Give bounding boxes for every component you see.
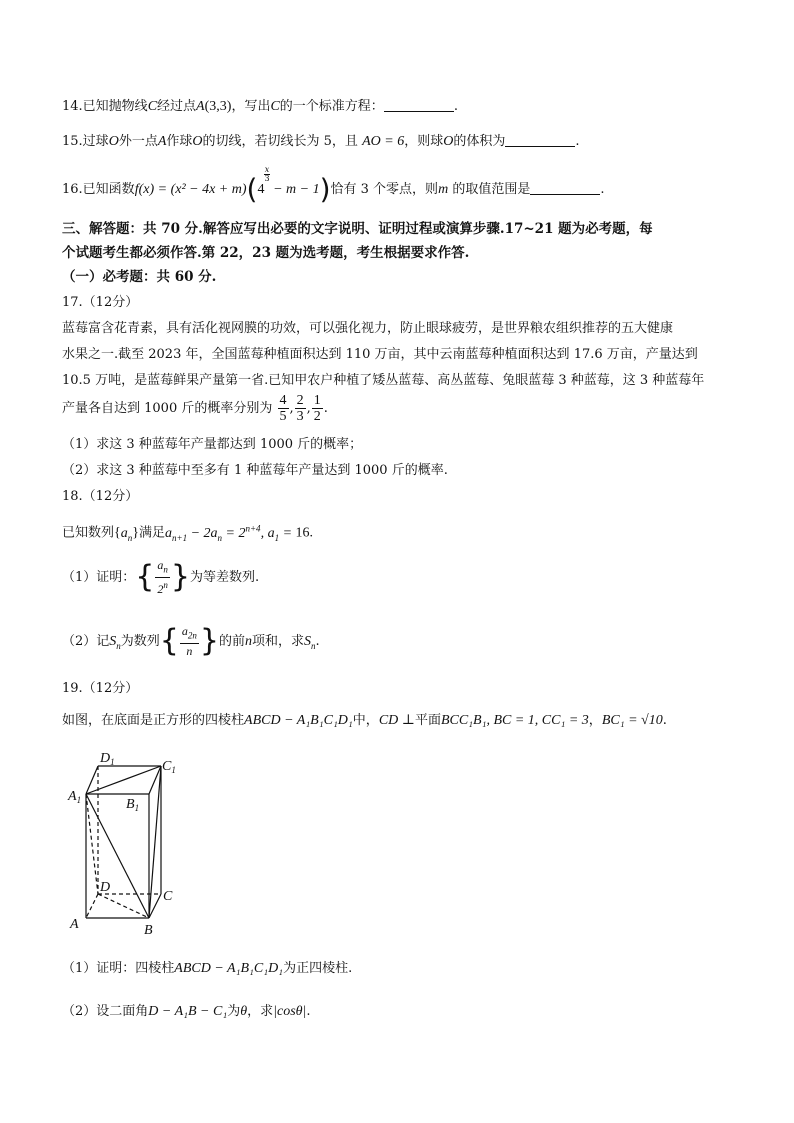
label-D: D — [100, 880, 111, 895]
label-A1: $A_1$ — [68, 789, 82, 805]
q18-sub-2: （2）记$S_n$为数列{ $\frac{a_{2n}}{n}$ }的前n项和，求$S_n$. — [62, 623, 320, 659]
paren-close: ) — [319, 172, 331, 206]
section-heading-1: 三、解答题：共 70 分.解答应写出必要的文字说明、证明过程或演算步骤.17~21 题为必考题，每 — [62, 221, 653, 237]
q19-sub-1: （1）证明：四棱柱ABCD − A₁B₁C₁D₁为正四棱柱. — [62, 961, 353, 976]
fraction: $\frac{2}{3}$ — [296, 393, 304, 424]
q17-paragraph-1: 蓝莓富含花青素，具有活化视网膜的功效，可以强化视力，防止眼球疲劳，是世界粮农组织推荐的五大健康 — [62, 321, 674, 336]
question-16: 16.已知函数f(x) = (x² − 4x + m)(4 $\frac{x}{3}$ − m − 1)恰有 3 个零点，则m 的取值范围是 . — [62, 165, 605, 206]
section-heading-2: 个试题考生都必须作答.第 22，23 题为选考题，考生根据要求作答. — [62, 245, 470, 261]
q18-sub-1: （1）证明：{ $\frac{a_n}{2^n}$ }为等差数列. — [62, 558, 260, 597]
paren-open: ( — [246, 172, 258, 206]
q17-sub-1: （1）求这 3 种蓝莓年产量都达到 1000 斤的概率； — [62, 437, 363, 452]
fraction: $\frac{a_{2n}}{n}$ — [181, 623, 197, 659]
q17-paragraph-4: 产量各自达到 1000 斤的概率分别为 $\frac{4}{5}$ , $\frac{2}{3}$ , $\frac{1}{2}$ . — [62, 393, 328, 424]
label-C1: $C_1$ — [162, 759, 176, 775]
exponent: $\frac{x}{3}$ — [264, 165, 270, 183]
answer-blank — [505, 133, 575, 147]
q19-header: 19.（12分） — [62, 681, 139, 696]
answer-blank — [384, 98, 454, 112]
q18-header: 18.（12分） — [62, 489, 139, 504]
q17-sub-2: （2）求这 3 种蓝莓中至多有 1 种蓝莓年产量达到 1000 斤的概率. — [62, 463, 448, 478]
answer-blank — [530, 181, 600, 195]
fraction: $\frac{4}{5}$ — [279, 393, 287, 424]
question-15: 15.过球O外一点A作球O的切线，若切线长为 5，且 AO = 6，则球O的体积为 . — [62, 134, 580, 149]
label-D1: $D_1$ — [100, 751, 115, 767]
fraction: $\frac{1}{2}$ — [313, 393, 321, 424]
q19-sub-2: （2）设二面角D − A₁B − C₁为θ，求|cosθ|. — [62, 1004, 311, 1019]
q17-paragraph-3: 10.5 万吨，是蓝莓鲜果产量第一省.已知甲农户种植了矮丛蓝莓、高丛蓝莓、兔眼蓝莓 3 种蓝莓，这 3 种蓝莓年 — [62, 373, 705, 388]
q19-stem: 如图，在底面是正方形的四棱柱ABCD − A₁B₁C₁D₁中，CD ⊥平面BCC₁B₁, BC = 1, CC₁ = 3，BC₁ = √10. — [62, 713, 667, 728]
section-heading-3: （一）必考题：共 60 分. — [62, 269, 217, 285]
q18-stem: 已知数列$\{a_n\}$满足$a_{n+1} - 2a_n = 2^{n+4}$, $a_1 = 16$. — [62, 523, 314, 543]
q17-header: 17.（12分） — [62, 295, 139, 310]
label-A: A — [70, 917, 79, 932]
label-B1: $B_1$ — [126, 797, 140, 813]
q17-paragraph-2: 水果之一.截至 2023 年，全国蓝莓种植面积达到 110 万亩，其中云南蓝莓种植面积达到 17.6 万亩，产量达到 — [62, 347, 698, 362]
label-B: B — [144, 923, 153, 938]
prism-figure — [64, 748, 194, 948]
label-C: C — [163, 889, 173, 904]
question-14: 14.已知抛物线C经过点A(3,3)，写出C的一个标准方程： . — [62, 99, 458, 114]
fraction: $\frac{a_n}{2^n}$ — [157, 558, 168, 597]
